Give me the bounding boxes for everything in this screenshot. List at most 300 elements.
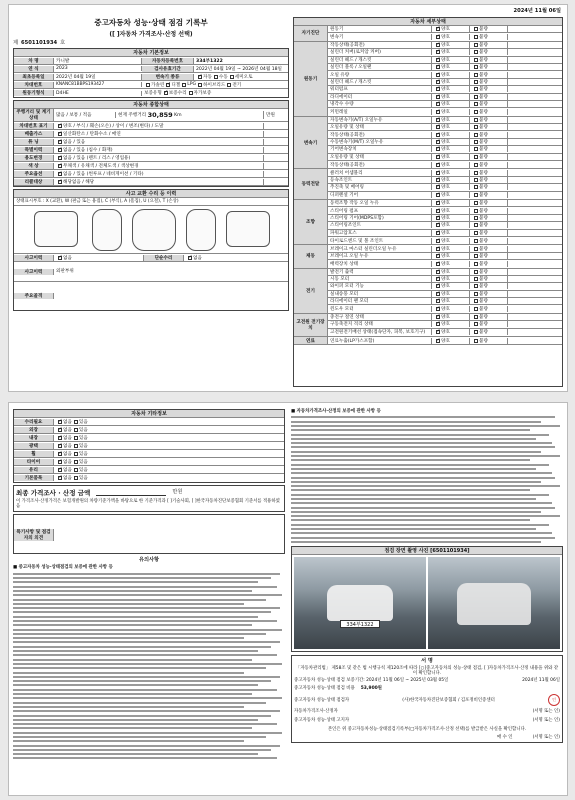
checkbox-icon[interactable] (436, 65, 440, 69)
page-title: 중고자동차 성능·상태 점검 기록부 (94, 18, 208, 27)
checkbox-icon[interactable] (436, 322, 440, 326)
mileage-row: 주행거리 및 계기상태 많음 / 보통 / 적음 현재 주행거리 30,859 Km 만원 (14, 109, 288, 122)
detail-item: 작동상태(공회전) ✓ 양호 불량 (328, 131, 562, 138)
detail-item: 라디에이터 팬 모터 ✓ 양호 불량 (328, 298, 562, 305)
checkbox-icon[interactable] (474, 155, 478, 159)
warranty-options: 보증유형 ✓ 보증수리 자가보증 (142, 90, 288, 96)
buyer-signature-field[interactable]: (서명 또는 인) (532, 734, 560, 740)
text-line (291, 498, 536, 500)
checkbox-icon[interactable] (58, 420, 62, 424)
left-column-2 (13, 409, 285, 762)
checkbox-icon[interactable] (436, 216, 440, 220)
notice-heading: 유의사항 (138, 557, 160, 564)
checkbox-icon[interactable] (474, 73, 478, 77)
checkbox-icon[interactable] (474, 299, 478, 303)
price-note: 이 가격조사·산정가격은 보험개발원의 차량기준가액을 바탕으로 한 기준가격과 [ ]기술사회, [ ]한국자동차진단보증협회 기준서를 적용하였음 (16, 499, 280, 510)
detail-status-table: 자동차 세부상태 자기진단 원동기 ✓ 양호 불량 변속기 ✓ 양호 불량 원동기 작동상태(공회전) ✓ 양호 불량 실린더 커버(로커암 커버) ✓ 양호 불량 실린더 헤드 / 개스킷 ✓ 양호 불량 실린더 블록 / 오일팬 ✓ 양호 불량 오일 유량 ✓ 양호 불량 실린더 헤드 / 개스킷 ✓ 양호 불량 워터펌프 ✓ 양호 불량 라디에이터 ✓ 양호 불량 냉각수 수량 ✓ 양호 불량 커먼레일 ✓ 양호 불량 변속기 자동변속기(A/T) 오일누유 ✓ 양호 불량 오일유량 및 상태 ✓ 양호 불량 작동상태(공회전) ✓ 양호 불량 수동변속기(M/T) 오일누유 ✓ 양호 불량 기어변속장치 ✓ 양호 불량 오일유량 및 상태 ✓ 양호 불량 작동상태(공회전) ✓ 양호 불량 동력전달 클러치 어셈블리 ✓ 양호 불량 등속조인트 ✓ 양호 불량 추진축 및 베어링 ✓ 양호 불량 디퍼렌셜 기어 ✓ 양호 불량 조향 동력조향 작동 오일 누유 ✓ 양호 불량 스티어링 펌프 ✓ 양호 불량 스티어링 기어(MDPS포함) ✓ 양호 불량 스티어링조인트 ✓ 양호 불량 파워고압호스 ✓ 양호 불량 타이로드엔드 및 볼 조인트 ✓ 양호 불량 제동 브레이크 마스터 실린더오일 누유 ✓ 양호 불량 브레이크 오일 누유 ✓ 양호 불량 배력장치 상태 ✓ 양호 불량 전기 발전기 출력 ✓ 양호 불량 시동 모터 ✓ 양호 불량 와이퍼 모터 기능 ✓ 양호 불량 실내송풍 모터 ✓ 양호 불량 라디에이터 팬 모터 ✓ 양호 불량 윈도우 모터 ✓ 양호 불량 고전원 전기장치 충전구 절연 상태 ✓ 양호 불량 구동축전지 격리 상태 ✓ 양호 불량 고전원전기배선 상태(접속단자, 피복, 보호기구) ✓ 양호 불량 연료 연료누출(LP가스포함) ✓ 양호 불량 (293, 17, 563, 387)
checkbox-icon[interactable] (474, 216, 478, 220)
status-row: 색 상 ✓ 무채색 / 유채색 / 전체도색 / 색상변경 (14, 162, 288, 170)
checkbox-icon[interactable] (474, 292, 478, 296)
text-line (13, 667, 266, 669)
checkbox-icon[interactable] (58, 164, 62, 168)
sign-date: 2024년 11월 06일 (522, 678, 560, 684)
checkbox-icon[interactable] (474, 102, 478, 106)
text-line (291, 438, 536, 440)
main-frame-row: 주요골격 (14, 282, 288, 310)
overall-status-table: 자동차 종합상태 주행거리 및 계기상태 많음 / 보통 / 적음 현재 주행거리 30,859 Km 만원 차대번호 표기 ✓ 양호 / 부식 / 훼손(오손) / 상이 / 변조(변타) / 도말 배출가스 ✓ 일산화탄소 / 탄화수소 / 매연 튜 닝 ✓ 없음 / 있음 특별이력 ✓ 없음 / 있음 (침수 / 화재) 용도변경 ✓ 없음 / 있음 (렌트 / 리스 / 영업용) 색 상 ✓ 무채색 / 유채색 / 전체도색 / 색상변경 주요옵션 ✓ 없음 / 있음 (썬루프 / 네비게이션 / 기타) 리콜대상 ✓ 해당없음 / 해당 (13, 100, 289, 187)
text-line (13, 620, 277, 622)
text-line (291, 485, 560, 487)
text-line (291, 507, 555, 509)
checkbox-icon[interactable] (227, 83, 231, 87)
detail-item: 디퍼렌셜 기어 ✓ 양호 불량 (328, 192, 562, 199)
checkbox-icon[interactable] (189, 91, 193, 95)
checkbox-icon[interactable] (436, 43, 440, 47)
first-registration: 2022년 04월 19일 (54, 74, 142, 80)
status-row: 리콜대상 ✓ 해당없음 / 해당 (14, 178, 288, 186)
checkbox-icon[interactable] (474, 330, 478, 334)
accident-history-row: 사고이력 ✓ 없음 단순수리 ✓ 없음 (14, 254, 288, 262)
checkbox-icon[interactable] (436, 330, 440, 334)
detail-item: 수동변속기(M/T) 오일누유 ✓ 양호 불량 (328, 139, 562, 146)
checkbox-icon[interactable] (58, 132, 62, 136)
basic-row-1: 차 명 카니발 자동차등록번호 334부1322 (14, 57, 288, 65)
status-row: 배출가스 ✓ 일산화탄소 / 탄화수소 / 매연 (14, 130, 288, 138)
checkbox-icon[interactable] (474, 209, 478, 213)
engine-type: D4HE (54, 91, 142, 96)
basic-row-2: 연 식 2023 검사유효기간 2022년 04월 19일 ~ 2026년 04월 18일 (14, 65, 288, 73)
text-line (13, 586, 277, 588)
text-line (13, 715, 271, 717)
accident-history-section: 사고 교환 수리 등 이력 상태표시부호 : X (교환), W (판금 또는 용접), C (부식), A (흠집), U (요철), T (손상) 사고이력 ✓ 없음 단순수리 ✓ 없음 사고이력 외판부위 주요골격 (13, 189, 289, 311)
photo-title: 점검 장면 촬영 사진 [6501101934] (292, 547, 562, 555)
checkbox-icon[interactable] (436, 87, 440, 91)
checkbox-icon[interactable] (474, 35, 478, 39)
text-line (13, 581, 258, 583)
checkbox-icon[interactable] (436, 95, 440, 99)
checkbox-icon[interactable] (474, 247, 478, 251)
checkbox-icon[interactable] (58, 468, 62, 472)
detail-item: 스티어링 기어(MDPS포함) ✓ 양호 불량 (328, 215, 562, 222)
checkbox-icon[interactable] (474, 80, 478, 84)
checkbox-icon[interactable] (474, 262, 478, 266)
detail-item: 와이퍼 모터 기능 ✓ 양호 불량 (328, 283, 562, 290)
vin: KNANC81BBPS193427 (54, 82, 142, 87)
checkbox-icon[interactable] (436, 133, 440, 137)
special-notes-box: 특기사항 및 점검자의 의견 (13, 514, 285, 554)
checkbox-icon[interactable] (58, 460, 62, 464)
text-line (291, 541, 541, 543)
status-row: 주요옵션 ✓ 없음 / 있음 (썬루프 / 네비게이션 / 기타) (14, 170, 288, 178)
checkbox-icon[interactable] (474, 147, 478, 151)
car-front-view (34, 211, 78, 247)
doc-number: 6501101934 (21, 40, 58, 46)
checkbox-icon[interactable] (182, 83, 186, 87)
checkbox-icon[interactable] (474, 118, 478, 122)
checkbox-icon[interactable] (166, 83, 170, 87)
detail-item: 워터펌프 ✓ 양호 불량 (328, 86, 562, 93)
checkbox-icon[interactable] (474, 193, 478, 197)
car-side-view-right (186, 209, 216, 251)
text-line (13, 646, 271, 648)
detail-item: 동력조향 작동 오일 누유 ✓ 양호 불량 (328, 200, 562, 207)
text-line (13, 672, 244, 674)
text-line (13, 693, 252, 695)
confirm-text: 본인은 위 중고자동차성능·상태점검기록부(□자동차가격조사·산정 선택)를 발급받은 사실을 확인합니다. (327, 726, 527, 732)
checkbox-icon[interactable] (436, 80, 440, 84)
text-line (13, 706, 244, 708)
car-name: 카니발 (54, 58, 142, 64)
checkbox-icon[interactable] (474, 133, 478, 137)
text-line (291, 455, 560, 457)
text-line (291, 442, 552, 444)
text-line (291, 477, 555, 479)
text-line (13, 659, 252, 661)
checkbox-icon[interactable] (436, 223, 440, 227)
detail-item: 실린더 헤드 / 개스킷 ✓ 양호 불량 (328, 79, 562, 86)
inspection-period: 2022년 04월 19일 ~ 2026년 04월 18일 (196, 66, 282, 72)
checkbox-icon[interactable] (436, 284, 440, 288)
checkbox-icon[interactable] (436, 140, 440, 144)
text-line (13, 684, 258, 686)
detail-group: 조향 동력조향 작동 오일 누유 ✓ 양호 불량 스티어링 펌프 ✓ 양호 불량 스티어링 기어(MDPS포함) ✓ 양호 불량 스티어링조인트 ✓ 양호 불량 파워고압호스 ✓ 양호 불량 타이로드엔드 및 볼 조인트 ✓ 양호 불량 (294, 200, 562, 245)
checkbox-icon[interactable] (474, 125, 478, 129)
checkbox-icon[interactable] (58, 436, 62, 440)
checkbox-icon[interactable] (436, 247, 440, 251)
checkbox-icon[interactable] (474, 315, 478, 319)
mileage-value: 30,859 (147, 111, 173, 120)
detail-item: 커먼레일 ✓ 양호 불량 (328, 108, 562, 115)
checkbox-icon[interactable] (188, 256, 192, 260)
etc-rows (14, 418, 284, 482)
checkbox-icon[interactable] (198, 75, 202, 79)
text-line (291, 434, 549, 436)
detail-item: 기어변속장치 ✓ 양호 불량 (328, 146, 562, 153)
checkbox-icon[interactable] (474, 178, 478, 182)
page-subtitle: ([ ]자동차 가격조사·산정 선택) (109, 31, 193, 38)
basic-info-table (13, 48, 289, 98)
text-line (13, 577, 271, 579)
checkbox-icon[interactable] (58, 444, 62, 448)
text-line (291, 421, 541, 423)
doc-number-row: 제 6501101934 호 (13, 40, 66, 46)
checkbox-icon[interactable] (436, 292, 440, 296)
text-line (291, 481, 541, 483)
text-line (13, 710, 280, 712)
detail-group: 고전원 전기장치 충전구 절연 상태 ✓ 양호 불량 구동축전지 격리 상태 ✓ 양호 불량 고전원전기배선 상태(접속단자, 피복, 보호기구) ✓ 양호 불량 (294, 314, 562, 337)
text-line (13, 641, 280, 643)
law-text: 「자동차관리법」 제58조 및 같은 법 시행규칙 제120조에 따라 [○]중고자동차의 성능·상태 점검, [ ]자동차가격조사·산정 내용을 위와 같이 확인합니다. (295, 666, 559, 677)
status-row: 용도변경 ✓ 없음 / 있음 (렌트 / 리스 / 영업용) (14, 154, 288, 162)
text-line (291, 416, 555, 418)
checkbox-icon[interactable] (474, 201, 478, 205)
checkbox-icon[interactable] (436, 147, 440, 151)
checkbox-icon[interactable] (436, 307, 440, 311)
text-line (13, 719, 258, 721)
etc-row: 광택 ✓ 없음 있음 (14, 442, 284, 450)
checkbox-icon[interactable] (436, 209, 440, 213)
checkbox-icon[interactable] (436, 262, 440, 266)
detail-group: 제동 브레이크 마스터 실린더오일 누유 ✓ 양호 불량 브레이크 오일 누유 ✓ 양호 불량 배력장치 상태 ✓ 양호 불량 (294, 245, 562, 268)
etc-row: 수리필요 ✓ 없음 있음 (14, 418, 284, 426)
text-line (13, 753, 258, 755)
checkbox-icon[interactable] (474, 95, 478, 99)
detail-group: 자기진단 원동기 ✓ 양호 불량 변속기 ✓ 양호 불량 (294, 26, 562, 42)
text-line (13, 676, 280, 678)
checkbox-icon[interactable] (474, 307, 478, 311)
checkbox-icon[interactable] (436, 118, 440, 122)
detail-item: 스티어링 펌프 ✓ 양호 불량 (328, 207, 562, 214)
car-top-view (132, 209, 176, 251)
text-line (13, 654, 277, 656)
price-field[interactable] (96, 489, 166, 496)
header-date: 2024년 11월 06일 (513, 8, 561, 14)
checkbox-icon[interactable] (474, 43, 478, 47)
checkbox-icon[interactable] (436, 73, 440, 77)
checkbox-icon[interactable] (436, 193, 440, 197)
checkbox-icon[interactable] (436, 231, 440, 235)
text-line (13, 573, 280, 575)
inspection-record-page-2 (8, 402, 568, 796)
text-line (291, 429, 530, 431)
checkbox-icon[interactable] (146, 83, 150, 87)
checkbox-icon[interactable] (474, 110, 478, 114)
checkbox-icon[interactable] (436, 185, 440, 189)
text-line (13, 599, 266, 601)
checkbox-icon[interactable] (436, 201, 440, 205)
vehicle-photo-front (294, 557, 426, 649)
status-row: 특별이력 ✓ 없음 / 있음 (침수 / 화재) (14, 146, 288, 154)
text-line (291, 446, 555, 448)
checkbox-icon[interactable] (198, 83, 202, 87)
detail-group: 원동기 작동상태(공회전) ✓ 양호 불량 실린더 커버(로커암 커버) ✓ 양호 불량 실린더 헤드 / 개스킷 ✓ 양호 불량 실린더 블록 / 오일팬 ✓ 양호 불량 오일 유량 ✓ 양호 불량 실린더 헤드 / 개스킷 ✓ 양호 불량 워터펌프 ✓ 양호 불량 라디에이터 ✓ 양호 불량 냉각수 수량 ✓ 양호 불량 커먼레일 ✓ 양호 불량 (294, 42, 562, 117)
car-shape (457, 583, 531, 625)
checkbox-icon[interactable] (74, 452, 78, 456)
checkbox-icon[interactable] (436, 50, 440, 54)
checkbox-icon[interactable] (74, 468, 78, 472)
detail-item: 스티어링조인트 ✓ 양호 불량 (328, 222, 562, 229)
text-line (291, 519, 530, 521)
detail-item: 클러치 어셈블리 ✓ 양호 불량 (328, 169, 562, 176)
notice-right-lines (291, 416, 563, 543)
text-line (13, 624, 252, 626)
etc-info-table: 자동차 기타정보 수리필요 ✓ 없음 있음 외장 ✓ 없음 있음 내장 ✓ 없음 있음 광택 ✓ 없음 있음 휠 ✓ 없음 있음 타이어 ✓ 없음 있음 유리 ✓ 없음 있음 기본품목 ✓ 없음 있음 (13, 409, 285, 483)
checkbox-icon[interactable] (436, 102, 440, 106)
detail-item: 변속기 ✓ 양호 불량 (328, 33, 562, 40)
left-column (13, 17, 289, 311)
checkbox-icon[interactable] (58, 124, 62, 128)
checkbox-icon[interactable] (474, 284, 478, 288)
detail-item: 실린더 블록 / 오일팬 ✓ 양호 불량 (328, 64, 562, 71)
text-line (13, 727, 252, 729)
text-line (291, 472, 552, 474)
checkbox-icon[interactable] (58, 140, 62, 144)
transmission-options: ✓ 자동 수동 세미오토 (194, 74, 288, 80)
text-line (291, 468, 536, 470)
detail-item: 윈도우 모터 ✓ 양호 불량 (328, 305, 562, 312)
text-line (291, 537, 555, 539)
checkbox-icon[interactable] (436, 178, 440, 182)
checkbox-icon[interactable] (474, 65, 478, 69)
final-price-section: 최종 가격조사 · 산정 금액 만원 이 가격조사·산정가격은 보험개발원의 차량기준가액을 바탕으로 한 기준가격과 [ ]기술사회, [ ]한국자동차진단보증협회 기준서를 적용하였음 (13, 485, 285, 512)
etc-row: 외장 ✓ 없음 있음 (14, 426, 284, 434)
checkbox-icon[interactable] (74, 436, 78, 440)
checkbox-icon[interactable] (74, 460, 78, 464)
text-line (13, 650, 258, 652)
checkbox-icon[interactable] (474, 339, 478, 343)
text-line (291, 425, 560, 427)
detail-item: 등속조인트 ✓ 양호 불량 (328, 177, 562, 184)
text-line (291, 511, 541, 513)
checkbox-icon[interactable] (58, 172, 62, 176)
inspector-org: (사)한국자동차진단보증협회 / 김포정비인증센터 (402, 697, 495, 703)
car-rear-view (226, 211, 270, 247)
text-line (291, 451, 541, 453)
notice-right-title: ■ 자동차가격조사·산정의 보증에 관한 사항 등 (291, 409, 381, 414)
model-year: 2023 (54, 66, 142, 71)
detail-group: 동력전달 클러치 어셈블리 ✓ 양호 불량 등속조인트 ✓ 양호 불량 추진축 및 베어링 ✓ 양호 불량 디퍼렌셜 기어 ✓ 양호 불량 (294, 169, 562, 200)
checkbox-icon[interactable] (436, 315, 440, 319)
checkbox-icon[interactable] (474, 239, 478, 243)
checkbox-icon[interactable] (436, 27, 440, 31)
detail-item: 브레이크 마스터 실린더오일 누유 ✓ 양호 불량 (328, 245, 562, 252)
detail-item: 브레이크 오일 누유 ✓ 양호 불량 (328, 253, 562, 260)
detail-item: 자동변속기(A/T) 오일누유 ✓ 양호 불량 (328, 117, 562, 124)
text-line (291, 524, 549, 526)
checkbox-icon[interactable] (474, 277, 478, 281)
text-line (13, 749, 271, 751)
checkbox-icon[interactable] (474, 270, 478, 274)
text-line (13, 629, 282, 631)
text-line (291, 464, 549, 466)
checkbox-icon[interactable] (74, 420, 78, 424)
checkbox-icon[interactable] (436, 339, 440, 343)
checkbox-icon[interactable] (474, 171, 478, 175)
right-column-2 (291, 409, 563, 743)
detail-item: 실린더 커버(로커암 커버) ✓ 양호 불량 (328, 49, 562, 56)
checkbox-icon[interactable] (436, 110, 440, 114)
checkbox-icon[interactable] (474, 185, 478, 189)
checkbox-icon[interactable] (58, 180, 62, 184)
text-line (291, 459, 530, 461)
warranty-period: 중고자동차 성능·상태 점검 보증기간: 2024년 11월 06일 ~ 2025년 03월 05일 (294, 678, 449, 684)
checkbox-icon[interactable] (474, 163, 478, 167)
etc-row: 유리 ✓ 없음 있음 (14, 466, 284, 474)
detail-item: 작동상태(공회전) ✓ 양호 불량 (328, 42, 562, 49)
detail-item: 냉각수 수량 ✓ 양호 불량 (328, 101, 562, 108)
checkbox-icon[interactable] (58, 148, 62, 152)
checkbox-icon[interactable] (474, 254, 478, 258)
detail-item: 발전기 출력 ✓ 양호 불량 (328, 269, 562, 276)
checkbox-icon[interactable] (58, 428, 62, 432)
detail-item: 오일유량 및 상태 ✓ 양호 불량 (328, 154, 562, 161)
checkbox-icon[interactable] (58, 476, 62, 480)
detail-item: 실린더 헤드 / 개스킷 ✓ 양호 불량 (328, 57, 562, 64)
checkbox-icon[interactable] (474, 27, 478, 31)
checkbox-icon[interactable] (436, 125, 440, 129)
car-diagram (14, 206, 288, 254)
status-row: 튜 닝 ✓ 없음 / 있음 (14, 138, 288, 146)
text-line (13, 757, 277, 759)
text-line (13, 740, 244, 742)
etc-row: 타이어 ✓ 없음 있음 (14, 458, 284, 466)
photo-section (291, 546, 563, 652)
text-line (13, 594, 282, 596)
text-line (291, 494, 549, 496)
checkbox-icon[interactable] (474, 87, 478, 91)
checkbox-icon[interactable] (58, 452, 62, 456)
checkbox-icon[interactable] (436, 254, 440, 258)
checkbox-icon[interactable] (214, 75, 218, 79)
text-line (13, 590, 252, 592)
detail-item: 원동기 ✓ 양호 불량 (328, 26, 562, 33)
detail-item: 타이로드엔드 및 볼 조인트 ✓ 양호 불량 (328, 237, 562, 244)
etc-row: 휠 ✓ 없음 있음 (14, 450, 284, 458)
checkbox-icon[interactable] (74, 428, 78, 432)
license-plate: 334부1322 (340, 620, 380, 628)
text-line (13, 736, 266, 738)
checkbox-icon[interactable] (474, 50, 478, 54)
fuel-options: 가솔린 ✓ 디젤 LPG 하이브리드 전기 (142, 82, 288, 88)
text-line (13, 680, 271, 682)
checkbox-icon[interactable] (474, 140, 478, 144)
car-shape (327, 585, 393, 622)
checkbox-icon[interactable] (436, 270, 440, 274)
signature-section: 서 명 「자동차관리법」 제58조 및 같은 법 시행규칙 제120조에 따라 [○]중고자동차의 성능·상태 점검, [ ]자동차가격조사·산정 내용을 위와 같이 확인합니다. 중고자동차 성능·상태 점검 보증기간: 2024년 11월 06일 ~ 2025년 03월 05일 2024년 11월 06일 중고자동차 성능·상태 점검 비용 53,900원 중고자동차 성능·상태 점검자 (사)한국자동차진단보증협회 / 김포정비인증센터 인 자동차가격조사·산정자 (서명 또는 인) 중고자동차 성능·상태 고지자 (서명 또는 인) 본인은 위 중고자동차성능·상태점검기록부(□자동차가격조사·산정 선택)를 발급받은 사실을 확인합니다. 매 수 인 (서명 또는 인) (291, 655, 563, 743)
text-line (291, 502, 552, 504)
inspection-record-page-1 (8, 4, 568, 392)
basic-row-3: 최초등록일 2022년 04월 19일 변속기 종류 ✓ 자동 수동 세미오토 (14, 73, 288, 81)
basic-row-5: 원동기형식 D4HE 보증유형 ✓ 보증수리 자가보증 (14, 89, 288, 97)
checkbox-icon[interactable] (474, 58, 478, 62)
checkbox-icon[interactable] (230, 75, 234, 79)
checkbox-icon[interactable] (74, 444, 78, 448)
checkbox-icon[interactable] (474, 322, 478, 326)
detail-item: 배력장치 상태 ✓ 양호 불량 (328, 260, 562, 267)
text-line (13, 723, 277, 725)
checkbox-icon[interactable] (436, 155, 440, 159)
text-line (13, 663, 282, 665)
checkbox-icon[interactable] (474, 223, 478, 227)
checkbox-icon[interactable] (58, 256, 62, 260)
detail-group: 변속기 자동변속기(A/T) 오일누유 ✓ 양호 불량 오일유량 및 상태 ✓ 양호 불량 작동상태(공회전) ✓ 양호 불량 수동변속기(M/T) 오일누유 ✓ 양호 불량 기어변속장치 ✓ 양호 불량 오일유량 및 상태 ✓ 양호 불량 작동상태(공회전) ✓ 양호 불량 (294, 117, 562, 170)
checkbox-icon[interactable] (436, 299, 440, 303)
car-side-view-left (92, 209, 122, 251)
checkbox-icon[interactable] (164, 91, 168, 95)
inspection-fee: 53,900원 (360, 686, 382, 692)
text-line (13, 611, 271, 613)
checkbox-icon[interactable] (474, 231, 478, 235)
seal-stamp: 인 (548, 694, 560, 706)
checkbox-icon[interactable] (74, 476, 78, 480)
checkbox-icon[interactable] (436, 163, 440, 167)
checkbox-icon[interactable] (58, 156, 62, 160)
detail-item: 충전구 절연 상태 ✓ 양호 불량 (328, 314, 562, 321)
detail-rows (294, 26, 562, 345)
text-line (291, 489, 530, 491)
basic-info-title: 자동차 기본정보 (14, 49, 288, 57)
checkbox-icon[interactable] (436, 239, 440, 243)
checkbox-icon[interactable] (436, 35, 440, 39)
reg-number: 334부1322 (196, 58, 223, 64)
checkbox-icon[interactable] (436, 171, 440, 175)
detail-item: 오일유량 및 상태 ✓ 양호 불량 (328, 124, 562, 131)
status-rows (14, 122, 288, 186)
notice-left-lines (13, 573, 285, 760)
checkbox-icon[interactable] (436, 58, 440, 62)
checkbox-icon[interactable] (436, 277, 440, 281)
text-line (13, 689, 277, 691)
